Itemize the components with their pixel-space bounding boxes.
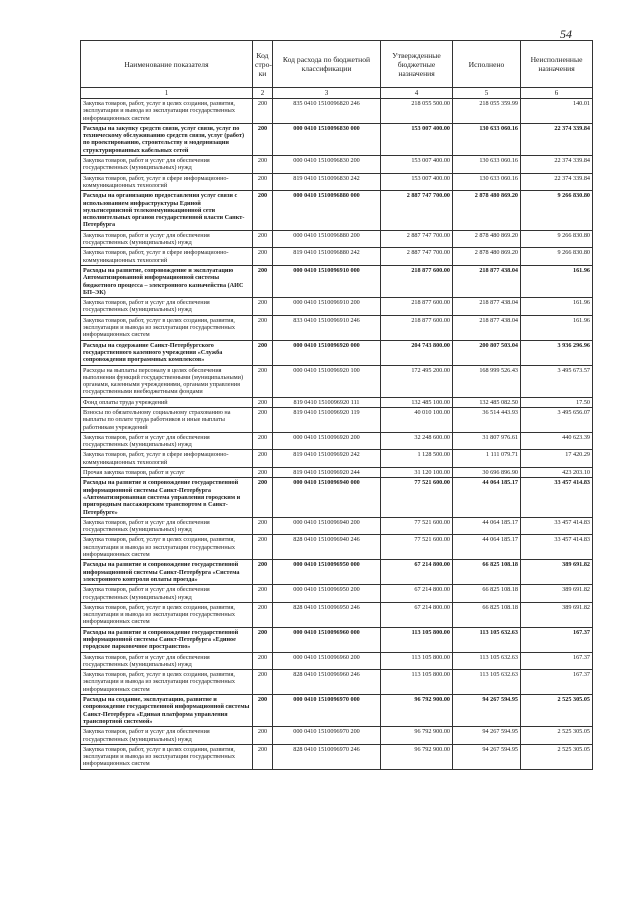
row-executed-amount: 113 105 632.63	[453, 670, 521, 695]
row-approved-amount: 67 214 800.00	[381, 560, 453, 585]
row-expense-code: 828 0410 1510096950 246	[273, 602, 381, 627]
row-executed-amount: 66 825 108.18	[453, 602, 521, 627]
row-name: Расходы на развитие и сопровождение государственной информационной системы Санкт-Петербурга «Автоматизированная система управления городским и пригородным пассажирским транспортом в Санкт-Петербурге»	[81, 478, 253, 517]
row-line-code: 200	[253, 744, 273, 769]
row-line-code: 200	[253, 468, 273, 478]
row-executed-amount: 94 267 594.95	[453, 695, 521, 727]
row-executed-amount: 44 064 185.17	[453, 517, 521, 535]
row-unexecuted-amount: 33 457 414.83	[521, 478, 593, 517]
row-name: Прочая закупка товаров, работ и услуг	[81, 468, 253, 478]
row-line-code: 200	[253, 432, 273, 450]
row-name: Закупка товаров, работ, услуг в целях создания, развития, эксплуатации и вывода из эксплуатации государственных информационных систем	[81, 744, 253, 769]
row-executed-amount: 94 267 594.95	[453, 744, 521, 769]
row-unexecuted-amount: 2 525 305.05	[521, 695, 593, 727]
column-number: 1	[81, 88, 253, 99]
row-line-code: 200	[253, 670, 273, 695]
row-unexecuted-amount: 440 623.39	[521, 432, 593, 450]
column-number: 4	[381, 88, 453, 99]
row-expense-code: 828 0410 1510096940 246	[273, 535, 381, 560]
row-unexecuted-amount: 167.37	[521, 627, 593, 652]
row-unexecuted-amount: 167.37	[521, 670, 593, 695]
header-unexecuted: Неисполненные назначения	[521, 41, 593, 88]
row-line-code: 200	[253, 298, 273, 316]
row-approved-amount: 2 887 747 700.00	[381, 191, 453, 230]
row-name: Закупка товаров, работ, услуг в целях создания, развития, эксплуатации и вывода из эксплуатации государственных информационных систем	[81, 602, 253, 627]
row-executed-amount: 44 064 185.17	[453, 535, 521, 560]
row-unexecuted-amount: 9 266 830.80	[521, 248, 593, 266]
row-name: Закупка товаров, работ, услуг в целях создания, развития, эксплуатации и вывода из эксплуатации государственных информационных систем	[81, 99, 253, 124]
row-executed-amount: 130 633 060.16	[453, 156, 521, 174]
table-row	[81, 535, 593, 560]
row-approved-amount: 96 792 900.00	[381, 727, 453, 745]
table-body	[81, 88, 593, 770]
table-row	[81, 432, 593, 450]
row-expense-code: 819 0410 1510096830 242	[273, 173, 381, 191]
row-unexecuted-amount: 167.37	[521, 652, 593, 670]
row-executed-amount: 132 485 082.50	[453, 397, 521, 407]
row-executed-amount: 113 105 632.63	[453, 652, 521, 670]
row-line-code: 200	[253, 627, 273, 652]
row-unexecuted-amount: 9 266 830.80	[521, 230, 593, 248]
header-executed: Исполнено	[453, 41, 521, 88]
row-line-code: 200	[253, 230, 273, 248]
row-unexecuted-amount: 161.96	[521, 298, 593, 316]
row-line-code: 200	[253, 535, 273, 560]
row-line-code: 200	[253, 248, 273, 266]
row-line-code: 200	[253, 156, 273, 174]
column-number: 3	[273, 88, 381, 99]
row-expense-code: 000 0410 1510096940 200	[273, 517, 381, 535]
row-line-code: 200	[253, 478, 273, 517]
table-row	[81, 652, 593, 670]
header-expense-code: Код расхода по бюджетной классификации	[273, 41, 381, 88]
row-expense-code: 000 0410 1510096920 100	[273, 365, 381, 397]
column-numbers-row	[81, 88, 593, 99]
row-executed-amount: 66 825 108.18	[453, 560, 521, 585]
row-unexecuted-amount: 423 203.10	[521, 468, 593, 478]
row-approved-amount: 153 007 400.00	[381, 123, 453, 155]
row-unexecuted-amount: 389 691.82	[521, 560, 593, 585]
row-name: Расходы на организацию предоставления услуг связи с использованием инфраструктуры Единой мультисервисной телекоммуникационной сети исполнительных органов государственной власти Санкт-Петербурга	[81, 191, 253, 230]
row-expense-code: 000 0410 1510096950 000	[273, 560, 381, 585]
row-name: Расходы на развитие и сопровождение государственной информационной системы Санкт-Петербурга «Единое городское парковочное пространство»	[81, 627, 253, 652]
row-name: Закупка товаров, работ, услуг в сфере информационно-коммуникационных технологий	[81, 248, 253, 266]
table-row	[81, 517, 593, 535]
row-line-code: 200	[253, 397, 273, 407]
row-unexecuted-amount: 389 691.82	[521, 602, 593, 627]
row-approved-amount: 96 792 900.00	[381, 695, 453, 727]
table-row	[81, 156, 593, 174]
table-row	[81, 315, 593, 340]
row-name: Закупка товаров, работ и услуг для обеспечения государственных (муниципальных) нужд	[81, 156, 253, 174]
row-line-code: 200	[253, 450, 273, 468]
row-executed-amount: 200 807 503.04	[453, 340, 521, 365]
row-expense-code: 828 0410 1510096960 246	[273, 670, 381, 695]
row-expense-code: 000 0410 1510096960 000	[273, 627, 381, 652]
table-row	[81, 191, 593, 230]
row-executed-amount: 130 633 060.16	[453, 123, 521, 155]
row-name: Закупка товаров, работ, услуг в сфере информационно-коммуникационных технологий	[81, 173, 253, 191]
row-unexecuted-amount: 22 374 339.84	[521, 173, 593, 191]
table-row	[81, 727, 593, 745]
row-unexecuted-amount: 33 457 414.83	[521, 535, 593, 560]
row-unexecuted-amount: 161.96	[521, 315, 593, 340]
row-unexecuted-amount: 33 457 414.83	[521, 517, 593, 535]
table-row	[81, 397, 593, 407]
table-row	[81, 173, 593, 191]
table-row	[81, 99, 593, 124]
row-approved-amount: 132 485 100.00	[381, 397, 453, 407]
row-executed-amount: 218 877 438.04	[453, 315, 521, 340]
row-approved-amount: 67 214 800.00	[381, 602, 453, 627]
row-line-code: 200	[253, 517, 273, 535]
row-expense-code: 833 0410 1510096910 246	[273, 315, 381, 340]
header-approved: Утвержденные бюджетные назначения	[381, 41, 453, 88]
table-row	[81, 123, 593, 155]
row-line-code: 200	[253, 695, 273, 727]
row-approved-amount: 153 007 400.00	[381, 156, 453, 174]
row-approved-amount: 113 105 800.00	[381, 670, 453, 695]
row-line-code: 200	[253, 652, 273, 670]
column-number: 2	[253, 88, 273, 99]
row-executed-amount: 218 877 438.04	[453, 265, 521, 297]
table-row	[81, 585, 593, 603]
row-executed-amount: 2 878 480 869.20	[453, 191, 521, 230]
header-name: Наименование показателя	[81, 41, 253, 88]
row-approved-amount: 218 877 600.00	[381, 298, 453, 316]
table-row	[81, 560, 593, 585]
row-expense-code: 819 0410 1510096920 242	[273, 450, 381, 468]
row-unexecuted-amount: 3 936 296.96	[521, 340, 593, 365]
column-number: 5	[453, 88, 521, 99]
row-expense-code: 000 0410 1510096880 200	[273, 230, 381, 248]
budget-execution-table	[80, 40, 593, 770]
row-unexecuted-amount: 2 525 305.05	[521, 727, 593, 745]
table-row	[81, 230, 593, 248]
row-executed-amount: 168 999 526.43	[453, 365, 521, 397]
row-name: Расходы на содержание Санкт-Петербургского государственного казенного учреждения «Служба сопровождения программных комплексов»	[81, 340, 253, 365]
row-line-code: 200	[253, 602, 273, 627]
row-unexecuted-amount: 3 495 673.57	[521, 365, 593, 397]
row-executed-amount: 44 064 185.17	[453, 478, 521, 517]
row-approved-amount: 77 521 600.00	[381, 478, 453, 517]
row-approved-amount: 2 887 747 700.00	[381, 230, 453, 248]
row-unexecuted-amount: 22 374 339.84	[521, 156, 593, 174]
row-expense-code: 000 0410 1510096830 000	[273, 123, 381, 155]
row-expense-code: 000 0410 1510096940 000	[273, 478, 381, 517]
row-name: Расходы на развитие, сопровождение и эксплуатацию Автоматизированной информационной системы бюджетного процесса – электронного казначейства (АИС БП–ЭК)	[81, 265, 253, 297]
row-expense-code: 819 0410 1510096920 111	[273, 397, 381, 407]
row-expense-code: 828 0410 1510096970 246	[273, 744, 381, 769]
row-unexecuted-amount: 22 374 339.84	[521, 123, 593, 155]
row-name: Фонд оплаты труда учреждений	[81, 397, 253, 407]
row-approved-amount: 77 521 600.00	[381, 517, 453, 535]
row-name: Расходы на развитие и сопровождение государственной информационной системы Санкт-Петербурга «Система электронного контроля оплаты проезда»	[81, 560, 253, 585]
table-row	[81, 670, 593, 695]
row-unexecuted-amount: 161.96	[521, 265, 593, 297]
row-unexecuted-amount: 140.01	[521, 99, 593, 124]
row-name: Взносы по обязательному социальному страхованию на выплаты по оплате труда работников и иные выплаты работникам учреждений	[81, 407, 253, 432]
row-unexecuted-amount: 17 420.29	[521, 450, 593, 468]
header-line-code: Код стро-ки	[253, 41, 273, 88]
row-approved-amount: 218 055 500.00	[381, 99, 453, 124]
row-unexecuted-amount: 9 266 830.80	[521, 191, 593, 230]
row-expense-code: 000 0410 1510096880 000	[273, 191, 381, 230]
row-name: Расходы на выплаты персоналу в целях обеспечения выполнения функций государственными (муниципальными) органами, казенными учреждениями, органами управления государственными внебюджетными фондами	[81, 365, 253, 397]
row-line-code: 200	[253, 340, 273, 365]
row-line-code: 200	[253, 265, 273, 297]
row-name: Расходы на закупку средств связи, услуг связи, услуг по техническому обслуживанию средств связи, услуг (работ) по проектированию, строительству и модернизации структурированных кабельных сетей	[81, 123, 253, 155]
row-approved-amount: 96 792 900.00	[381, 744, 453, 769]
row-approved-amount: 218 877 600.00	[381, 265, 453, 297]
row-unexecuted-amount: 3 495 656.07	[521, 407, 593, 432]
row-approved-amount: 77 521 600.00	[381, 535, 453, 560]
row-approved-amount: 40 010 100.00	[381, 407, 453, 432]
row-approved-amount: 153 007 400.00	[381, 173, 453, 191]
row-line-code: 200	[253, 173, 273, 191]
row-executed-amount: 2 878 480 869.20	[453, 230, 521, 248]
table-row	[81, 627, 593, 652]
row-name: Закупка товаров, работ и услуг для обеспечения государственных (муниципальных) нужд	[81, 727, 253, 745]
row-name: Расходы на создание, эксплуатацию, развитие и сопровождение государственной информационной системы Санкт-Петербурга «Единая платформа управления транспортной системой»	[81, 695, 253, 727]
row-expense-code: 000 0410 1510096970 200	[273, 727, 381, 745]
row-approved-amount: 172 495 200.00	[381, 365, 453, 397]
row-approved-amount: 32 248 600.00	[381, 432, 453, 450]
table-header-row	[81, 41, 593, 88]
row-name: Закупка товаров, работ и услуг для обеспечения государственных (муниципальных) нужд	[81, 230, 253, 248]
row-name: Закупка товаров, работ и услуг для обеспечения государственных (муниципальных) нужд	[81, 585, 253, 603]
row-executed-amount: 2 878 480 869.20	[453, 248, 521, 266]
row-expense-code: 000 0410 1510096830 200	[273, 156, 381, 174]
table-row	[81, 265, 593, 297]
row-expense-code: 819 0410 1510096920 119	[273, 407, 381, 432]
row-line-code: 200	[253, 727, 273, 745]
row-name: Закупка товаров, работ, услуг в целях создания, развития, эксплуатации и вывода из эксплуатации государственных информационных систем	[81, 670, 253, 695]
table-row	[81, 340, 593, 365]
table-row	[81, 744, 593, 769]
row-approved-amount: 113 105 800.00	[381, 627, 453, 652]
row-approved-amount: 204 743 800.00	[381, 340, 453, 365]
row-unexecuted-amount: 17.50	[521, 397, 593, 407]
table-row	[81, 450, 593, 468]
row-approved-amount: 31 120 100.00	[381, 468, 453, 478]
row-expense-code: 000 0410 1510096970 000	[273, 695, 381, 727]
row-executed-amount: 130 633 060.16	[453, 173, 521, 191]
table-row	[81, 468, 593, 478]
row-line-code: 200	[253, 365, 273, 397]
row-executed-amount: 30 696 896.90	[453, 468, 521, 478]
row-name: Закупка товаров, работ, услуг в целях создания, развития, эксплуатации и вывода из эксплуатации государственных информационных систем	[81, 535, 253, 560]
row-approved-amount: 2 887 747 700.00	[381, 248, 453, 266]
table-row	[81, 695, 593, 727]
row-expense-code: 835 0410 1510096820 246	[273, 99, 381, 124]
row-executed-amount: 94 267 594.95	[453, 727, 521, 745]
row-name: Закупка товаров, работ и услуг для обеспечения государственных (муниципальных) нужд	[81, 517, 253, 535]
row-unexecuted-amount: 2 525 305.05	[521, 744, 593, 769]
table-row	[81, 365, 593, 397]
row-approved-amount: 113 105 800.00	[381, 652, 453, 670]
row-executed-amount: 66 825 108.18	[453, 585, 521, 603]
row-line-code: 200	[253, 407, 273, 432]
row-executed-amount: 36 514 443.93	[453, 407, 521, 432]
table-row	[81, 248, 593, 266]
row-line-code: 200	[253, 99, 273, 124]
row-executed-amount: 218 055 359.99	[453, 99, 521, 124]
row-line-code: 200	[253, 191, 273, 230]
row-name: Закупка товаров, работ, услуг в сфере информационно-коммуникационных технологий	[81, 450, 253, 468]
row-executed-amount: 1 111 079.71	[453, 450, 521, 468]
column-number: 6	[521, 88, 593, 99]
row-approved-amount: 67 214 800.00	[381, 585, 453, 603]
row-line-code: 200	[253, 560, 273, 585]
row-executed-amount: 31 807 976.61	[453, 432, 521, 450]
table-row	[81, 298, 593, 316]
row-name: Закупка товаров, работ и услуг для обеспечения государственных (муниципальных) нужд	[81, 652, 253, 670]
row-name: Закупка товаров, работ и услуг для обеспечения государственных (муниципальных) нужд	[81, 432, 253, 450]
row-expense-code: 000 0410 1510096920 200	[273, 432, 381, 450]
row-expense-code: 000 0410 1510096910 200	[273, 298, 381, 316]
row-approved-amount: 1 128 500.00	[381, 450, 453, 468]
row-expense-code: 000 0410 1510096960 200	[273, 652, 381, 670]
row-line-code: 200	[253, 123, 273, 155]
page-number: 54	[560, 27, 572, 41]
row-expense-code: 000 0410 1510096920 000	[273, 340, 381, 365]
row-executed-amount: 218 877 438.04	[453, 298, 521, 316]
row-approved-amount: 218 877 600.00	[381, 315, 453, 340]
row-expense-code: 819 0410 1510096920 244	[273, 468, 381, 478]
row-unexecuted-amount: 389 691.82	[521, 585, 593, 603]
row-line-code: 200	[253, 585, 273, 603]
row-name: Закупка товаров, работ, услуг в целях создания, развития, эксплуатации и вывода из эксплуатации государственных информационных систем	[81, 315, 253, 340]
row-executed-amount: 113 105 632.63	[453, 627, 521, 652]
row-expense-code: 819 0410 1510096880 242	[273, 248, 381, 266]
table-row	[81, 602, 593, 627]
table-row	[81, 407, 593, 432]
row-expense-code: 000 0410 1510096950 200	[273, 585, 381, 603]
row-name: Закупка товаров, работ и услуг для обеспечения государственных (муниципальных) нужд	[81, 298, 253, 316]
row-line-code: 200	[253, 315, 273, 340]
table-row	[81, 478, 593, 517]
row-expense-code: 000 0410 1510096910 000	[273, 265, 381, 297]
